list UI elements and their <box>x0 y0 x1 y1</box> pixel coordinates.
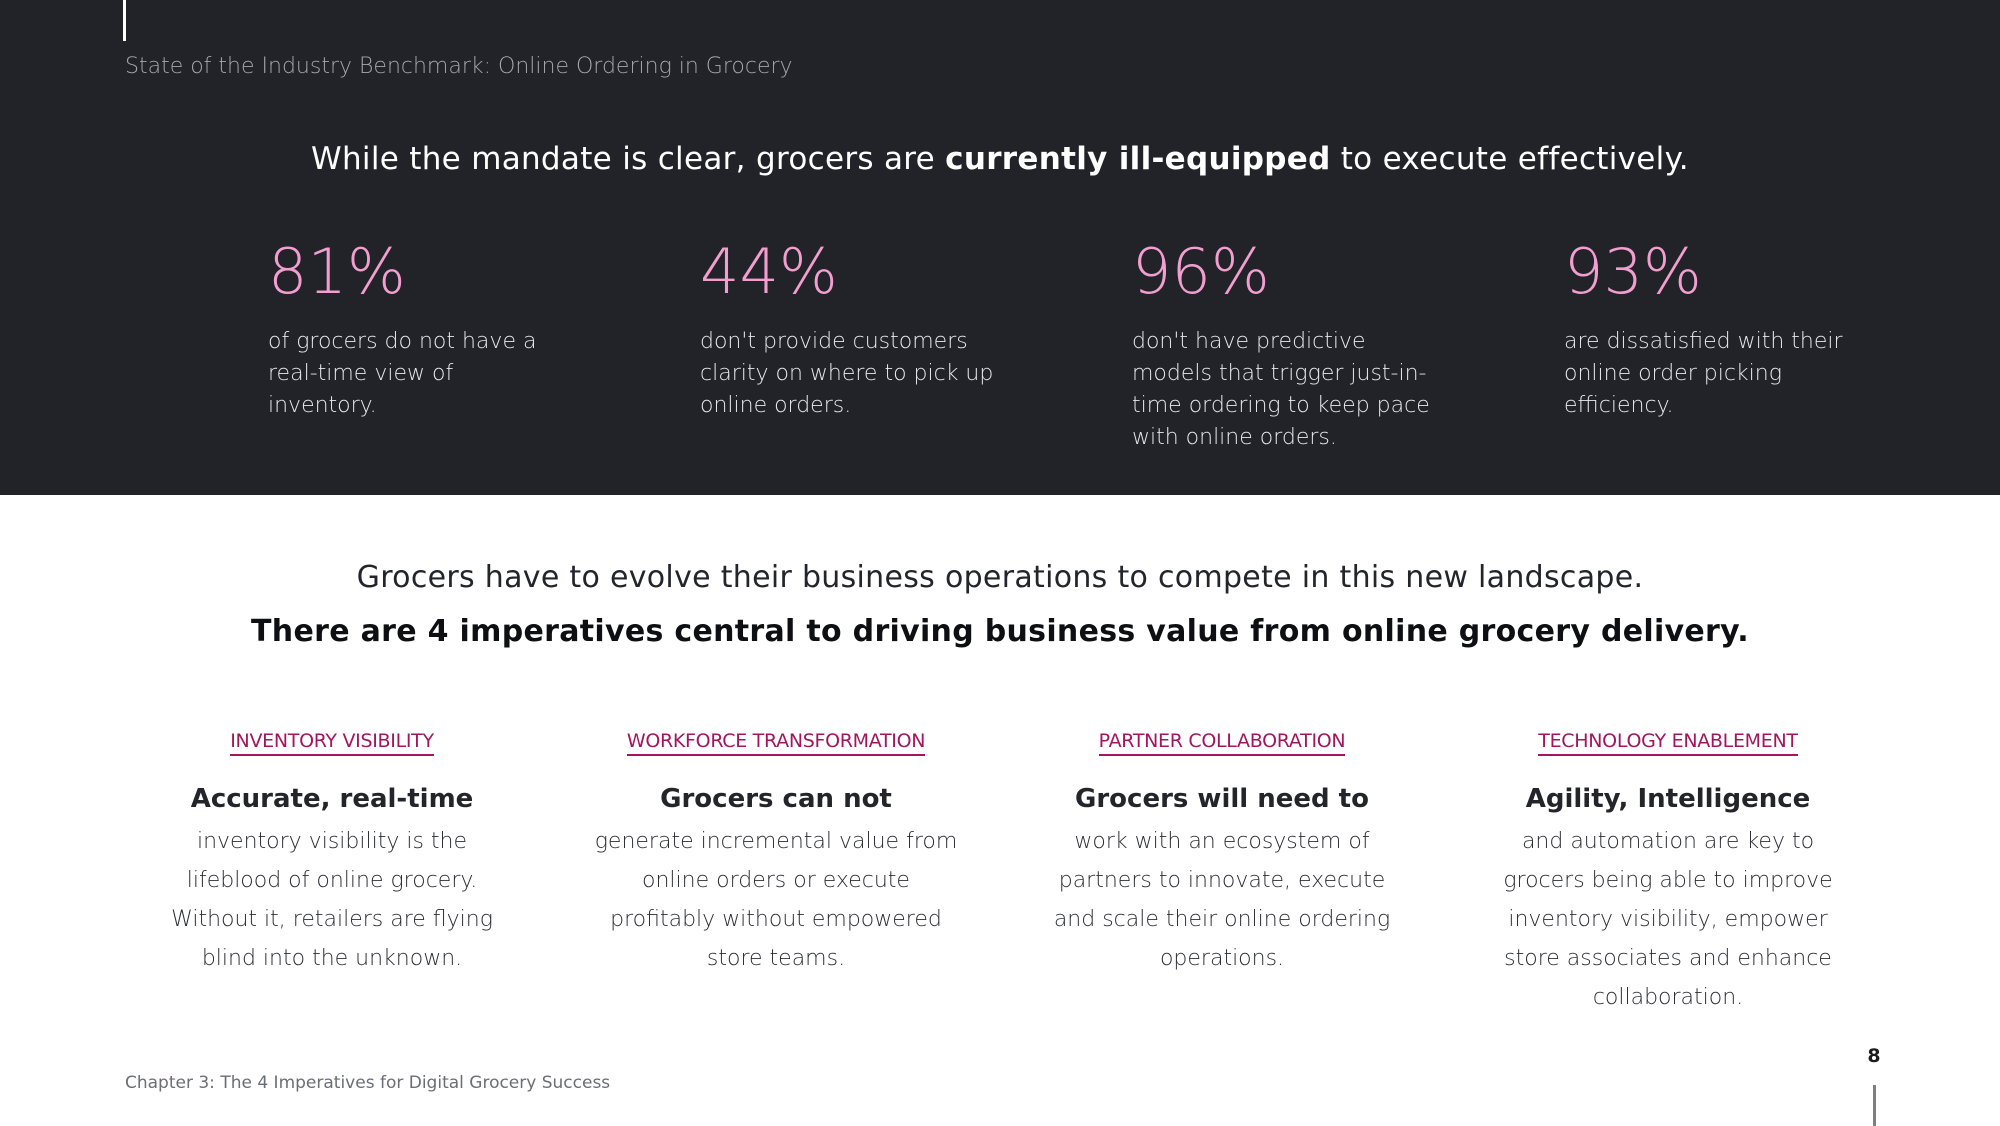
stat-text: don't provide customers clarity on where to pick up online orders. <box>700 329 994 418</box>
stat-value: 44% <box>700 235 838 308</box>
page-number: 8 <box>1867 1045 1881 1067</box>
intro-line-bold: There are 4 imperatives central to driving business value from online grocery delivery. <box>251 614 1749 649</box>
document-title: State of the Industry Benchmark: Online Ordering in Grocery <box>125 54 793 79</box>
imperative-label: WORKFORCE TRANSFORMATION <box>627 730 925 756</box>
top-divider-line <box>123 0 126 41</box>
imperative-body: generate incremental value from online orders or execute profitably without empowered store teams. <box>594 829 958 971</box>
imperative-column <box>132 730 532 978</box>
headline-pre: While the mandate is clear, grocers are <box>311 141 946 177</box>
stat-block <box>700 232 1030 422</box>
headline-bold: currently ill-equipped <box>945 141 1331 177</box>
stat-block <box>1564 232 1894 422</box>
page-divider-line <box>1873 1085 1876 1126</box>
imperative-body: inventory visibility is the lifeblood of online grocery. Without it, retailers are flying blind into the unknown. <box>171 829 493 971</box>
stat-block <box>1132 232 1462 454</box>
stat-text: don't have predictive models that trigger just-in-time ordering to keep pace with online orders. <box>1132 329 1430 450</box>
imperative-body: and automation are key to grocers being able to improve inventory visibility, empower store associates and enhance collaboration. <box>1503 829 1833 1010</box>
stat-text: of grocers do not have a real-time view of inventory. <box>268 329 537 418</box>
stat-text: are dissatisfied with their online order picking efficiency. <box>1564 329 1843 418</box>
stat-block <box>268 232 598 422</box>
headline <box>0 141 2000 177</box>
imperative-heading: Accurate, real-time <box>190 784 474 814</box>
dark-header-panel <box>0 0 2000 495</box>
imperative-body: work with an ecosystem of partners to innovate, execute and scale their online ordering operations. <box>1053 829 1391 971</box>
intro-line: Grocers have to evolve their business operations to compete in this new landscape. <box>356 560 1644 595</box>
stat-value: 96% <box>1132 235 1270 308</box>
imperative-column <box>1468 730 1868 1017</box>
imperative-column <box>576 730 976 978</box>
imperative-label: PARTNER COLLABORATION <box>1099 730 1346 756</box>
imperative-heading: Grocers can not <box>660 784 892 814</box>
stat-value: 93% <box>1564 235 1702 308</box>
headline-post: to execute effectively. <box>1330 141 1689 177</box>
imperative-heading: Grocers will need to <box>1075 784 1369 814</box>
chapter-footer: Chapter 3: The 4 Imperatives for Digital Grocery Success <box>125 1073 611 1093</box>
imperative-label: INVENTORY VISIBILITY <box>230 730 434 756</box>
imperative-column <box>1022 730 1422 978</box>
imperative-heading: Agility, Intelligence <box>1525 784 1811 814</box>
stat-value: 81% <box>268 235 406 308</box>
imperative-label: TECHNOLOGY ENABLEMENT <box>1538 730 1797 756</box>
